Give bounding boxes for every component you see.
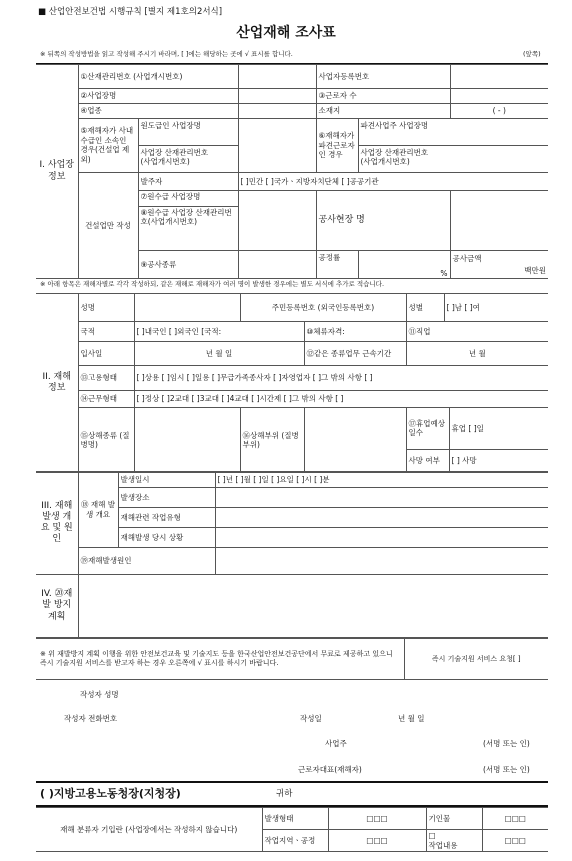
workers-label: ③근로자 수 xyxy=(316,88,450,103)
content-boxes[interactable]: □□□ xyxy=(482,830,548,852)
page-side-label: (앞쪽) xyxy=(523,50,541,58)
section-2-label: II. 재해 정보 xyxy=(36,294,78,473)
situation-label: 재해발생 당시 상황 xyxy=(118,528,215,548)
amount-unit: 백만원 xyxy=(524,265,546,275)
area-boxes[interactable]: □□□ xyxy=(328,830,426,852)
prime-contractor-no-label: 사업장 산재관리번호 (사업개시번호) xyxy=(140,147,209,166)
rrn-label: 주민등록번호 (외국인등록번호) xyxy=(240,294,406,322)
hire-date-label: 입사일 xyxy=(78,342,134,366)
task-type-field[interactable] xyxy=(215,508,548,528)
write-date-label: 작성일 xyxy=(300,714,322,723)
writer-name-label: 작성자 성명 xyxy=(80,690,119,699)
media-label: 기인물 xyxy=(426,808,482,830)
section-4-label: IV. ⑳재발 방지 계획 xyxy=(36,575,78,638)
progress-percent: % xyxy=(358,251,450,279)
workers-field[interactable] xyxy=(450,88,548,103)
location-tel[interactable]: ( - ) xyxy=(450,103,548,118)
employer-sign[interactable]: (서명 또는 인) xyxy=(483,739,530,748)
section-1-label: I. 사업장 정보 xyxy=(36,65,78,279)
workplace-name-label: ②사업장명 xyxy=(78,88,238,103)
industry-field[interactable] xyxy=(238,103,316,118)
section-1-table xyxy=(36,64,548,279)
content-label: 작업내용 xyxy=(428,840,458,850)
injury-part-label: ⑯상해부위 (질병부위) xyxy=(240,408,304,473)
hire-date-field[interactable]: 년 월 일 xyxy=(134,342,304,366)
name-label: 성명 xyxy=(78,294,134,322)
task-type-label: 재해관련 작업유형 xyxy=(118,508,215,528)
write-date-field[interactable]: 년 월 일 xyxy=(398,714,425,723)
shift-options[interactable]: [ ]정상 [ ]2교대 [ ]3교대 [ ]4교대 [ ]시간제 [ ]그 밖의 사항 [ ] xyxy=(134,391,548,408)
construction-only-label: 건설업만 작성 xyxy=(78,172,138,278)
death-label: 사망 여부 xyxy=(407,449,450,472)
same-job-field[interactable]: 년 월 xyxy=(406,342,548,366)
sex-label: 성별 xyxy=(406,294,444,322)
injury-type-field[interactable] xyxy=(134,408,240,473)
dispatch-label: ⑥재해자가 파견근로자인 경우 xyxy=(316,118,358,172)
site-name-label: 공사현장 명 xyxy=(316,191,450,251)
classifier-label: 재해 분류자 기입란 (사업장에서는 작성하지 않습니다) xyxy=(36,808,262,852)
per-victim-note: ※ 아래 항목은 재해자별로 각각 작성하되, 같은 재해로 재해자가 여러 명이 발생한 경우에는 별도 서식에 추가로 적습니다. xyxy=(40,280,385,288)
section-2-table xyxy=(36,293,548,473)
outline-label: ⑱ 재해 발생 개요 xyxy=(78,472,118,548)
prime-site-name-label: ⑦원수급 사업장명 xyxy=(139,191,238,207)
visa-label: ⑩체류자격: xyxy=(304,322,406,342)
section-3-label: III. 재해 발생 개요 및 원인 xyxy=(36,472,78,575)
mgmt-no-field[interactable] xyxy=(238,65,316,89)
industry-label: ④업종 xyxy=(78,103,238,118)
representative-sign[interactable]: (서명 또는 인) xyxy=(483,765,530,774)
content-box-single[interactable]: □ xyxy=(428,831,436,841)
shift-label: ⑭근무형태 xyxy=(78,391,134,408)
classification-table xyxy=(36,807,548,852)
work-type-label: ⑨공사종류 xyxy=(138,251,238,279)
occurred-when-label: 발생일시 xyxy=(118,472,215,488)
mgmt-no-label: ①산재관리번호 (사업개시번호) xyxy=(78,65,238,89)
job-label: ⑪직업 xyxy=(406,322,548,342)
sex-options[interactable]: [ ]남 [ ]여 xyxy=(444,294,548,322)
cause-field[interactable] xyxy=(215,548,548,575)
employment-type-options[interactable]: [ ]상용 [ ]임시 [ ]일용 [ ]무급가족종사자 [ ]자영업자 [ ]그 밖의 사항 [ ] xyxy=(134,366,548,391)
notice-table xyxy=(36,638,548,680)
dispatch-employer-label: 파견사업주 사업장명 xyxy=(359,119,549,146)
representative-label: 근로자대표(재해자) xyxy=(298,765,362,774)
death-field[interactable]: [ ] 사망 xyxy=(451,456,477,466)
injury-type-label: ⑮상해종류 (질병명) xyxy=(78,408,134,473)
prevention-plan-field[interactable] xyxy=(78,575,548,638)
tech-support-notice: ※ 위 재발방지 계획 이행을 위한 안전보건교육 및 기술지도 등을 한국산업안전보건공단에서 무료로 제공하고 있으니 즉시 기술지원 서비스를 받고자 하는 경우 오른쪽에 √ 표시를 하시기 바랍니다. xyxy=(36,639,404,680)
cause-label: ⑲재해발생원인 xyxy=(78,548,215,575)
prime-site-no-label: ⑧원수급 사업장 산재관리번호(사업개시번호) xyxy=(140,208,232,227)
subcontract-label: ⑤재해자가 사내 수급인 소속인 경우(건설업 제외) xyxy=(78,118,138,172)
orderer-label: 발주자 xyxy=(138,172,238,190)
section-3-table xyxy=(36,471,548,575)
dispatch-no-label: 사업장 산재관리번호 (사업개시번호) xyxy=(360,147,429,166)
office-recipient: ( )지방고용노동청장(지청장) xyxy=(40,787,181,800)
name-field[interactable] xyxy=(134,294,240,322)
amount-label: 공사금액 xyxy=(452,254,482,264)
reg-no-label: 사업자등록번호 xyxy=(316,65,450,89)
workplace-name-field[interactable] xyxy=(238,88,316,103)
leave-days-field[interactable]: 휴업 [ ]일 xyxy=(449,408,548,449)
employer-label: 사업주 xyxy=(325,739,347,748)
nationality-label: 국적 xyxy=(78,322,134,342)
prime-contractor-name-label: 원도급인 사업장명 xyxy=(139,119,238,146)
cause-type-boxes[interactable]: □□□ xyxy=(328,808,426,830)
tech-support-request[interactable]: 즉시 기술지원 서비스 요청[ ] xyxy=(404,639,548,680)
injury-part-field[interactable] xyxy=(304,408,406,473)
orderer-options[interactable]: [ ]민간 [ ]국가ㆍ지방자치단체 [ ]공공기관 xyxy=(238,172,548,190)
occurred-where-field[interactable] xyxy=(215,488,548,508)
section-4-table xyxy=(36,574,548,638)
employment-type-label: ⑬고용형태 xyxy=(78,366,134,391)
reg-no-field[interactable] xyxy=(450,65,548,89)
area-label: 작업지역ㆍ공정 xyxy=(262,830,328,852)
occurred-when-field[interactable]: [ ]년 [ ]월 [ ]일 [ ]요일 [ ]시 [ ]분 xyxy=(215,472,548,488)
leave-days-label: ⑰휴업예상일수 xyxy=(407,408,450,449)
same-job-label: ⑫같은 종류업무 근속기간 xyxy=(304,342,406,366)
instruction-note: ※ 뒤쪽의 작성방법을 읽고 작성해 주시기 바라며, [ ]에는 해당하는 곳에 √ 표시를 합니다. xyxy=(40,50,293,58)
recipient-suffix: 귀하 xyxy=(276,789,293,799)
occurred-where-label: 발생장소 xyxy=(118,488,215,508)
location-label: 소재지 xyxy=(316,103,450,118)
form-title: 산업재해 조사표 xyxy=(236,25,336,41)
law-reference: ■ 산업안전보건법 시행규칙 [별지 제1호의2서식] xyxy=(38,7,223,17)
situation-field[interactable] xyxy=(215,528,548,548)
progress-label: 공정률 xyxy=(316,251,358,279)
cause-type-label: 발생형태 xyxy=(262,808,328,830)
writer-tel-label: 작성자 전화번호 xyxy=(64,714,118,723)
nationality-options[interactable]: [ ]내국인 [ ]외국인 [국적: xyxy=(134,322,304,342)
media-boxes[interactable]: □□□ xyxy=(482,808,548,830)
